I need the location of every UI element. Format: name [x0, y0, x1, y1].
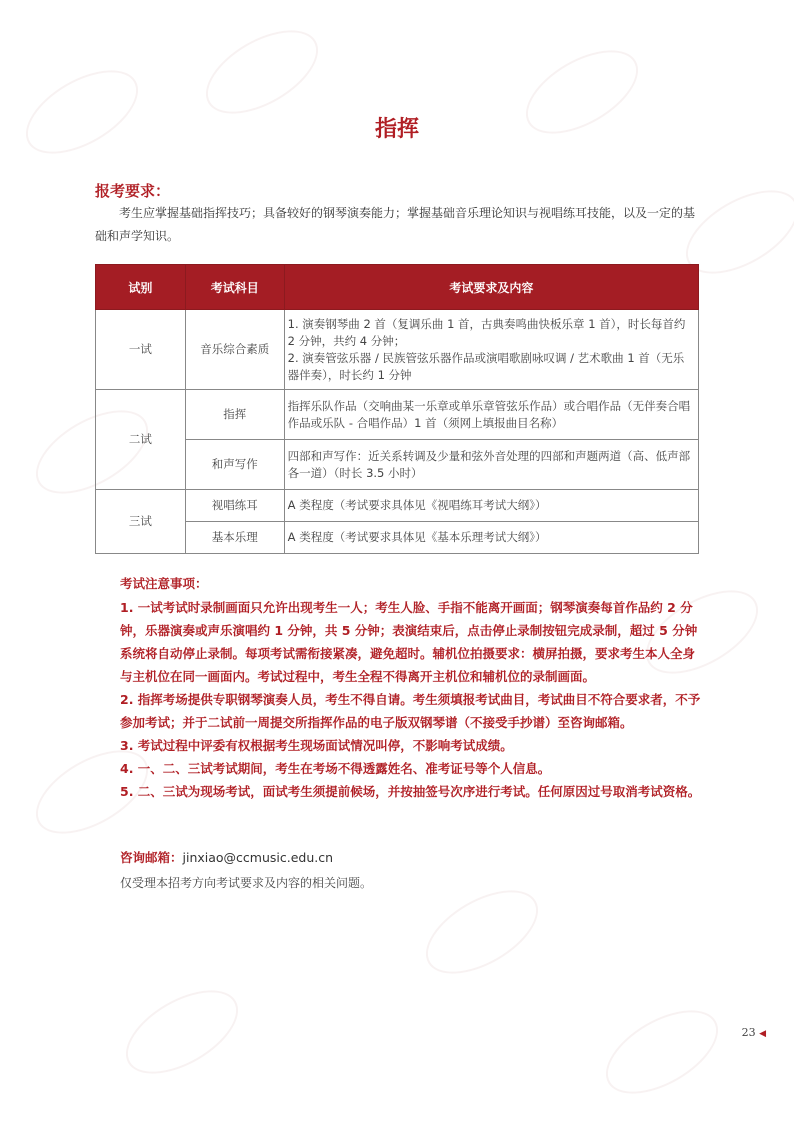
watermark-seal — [412, 873, 551, 990]
table-row — [96, 440, 699, 490]
contact-note: 仅受理本招考方向考试要求及内容的相关问题。 — [120, 876, 373, 890]
contact-line — [120, 848, 333, 866]
table-row — [96, 522, 699, 554]
note-item: 2. 指挥考场提供专职钢琴演奏人员，考生不得自请。考生须填报考试曲目，考试曲目不符合要求者，不予参加考试；并于二试前一周提交所指挥作品的电子版双钢琴谱（不接受手抄谱）至咨询邮箱。 — [120, 692, 701, 730]
contact-email[interactable]: jinxiao@ccmusic.edu.cn — [182, 850, 334, 865]
round3-label: 三试 — [96, 490, 186, 554]
note-item: 1. 一试考试时录制画面只允许出现考生一人；考生人脸、手指不能离开画面；钢琴演奏每首作品约 2 分钟，乐器演奏或声乐演唱约 1 分钟，共 5 分钟；表演结束后，点击停止录制按钮完成录制，超过 5 分钟系统将自动停止录制。每项考试需衔接紧凑，避免超时。辅机位拍摄要求：横屏拍摄，要求考生本人全身与主机位在同一画面内。考试过程中，考生全程不得离开主机位和辅机位的录制画面。 — [120, 600, 698, 684]
round2-subject-harmony: 和声写作 — [185, 440, 284, 490]
round3-content-theory: A 类程度（考试要求具体见《基本乐理考试大纲》） — [284, 522, 698, 554]
round2-content-harmony: 四部和声写作：近关系转调及少量和弦外音处理的四部和声题两道（高、低声部各一道）（时长 3.5 小时） — [284, 440, 698, 490]
contact-label: 咨询邮箱： — [120, 850, 183, 865]
round1-content — [284, 310, 698, 390]
requirements-text: 考生应掌握基础指挥技巧；具备较好的钢琴演奏能力；掌握基础音乐理论知识与视唱练耳技能，以及一定的基础和声学知识。 — [95, 206, 696, 243]
page-number — [742, 1026, 766, 1039]
exam-table — [95, 264, 699, 554]
round2-subject-conducting: 指挥 — [185, 390, 284, 440]
round1-content-item: 1. 演奏钢琴曲 2 首（复调乐曲 1 首，古典奏鸣曲快板乐章 1 首），时长每首约 2 分钟，共约 4 分钟； — [287, 316, 686, 348]
watermark-seal — [592, 993, 731, 1110]
header-round: 试别 — [96, 265, 186, 310]
note-item: 3. 考试过程中评委有权根据考生现场面试情况叫停，不影响考试成绩。 — [120, 738, 513, 753]
notes-list — [120, 596, 702, 803]
notes-heading: 考试注意事项： — [120, 576, 208, 591]
round2-label: 二试 — [96, 390, 186, 490]
round3-subject-solfeggio: 视唱练耳 — [185, 490, 284, 522]
page-number-text: 23 — [741, 1026, 756, 1039]
table-row — [96, 490, 699, 522]
round1-subject: 音乐综合素质 — [185, 310, 284, 390]
requirements-heading: 报考要求： — [95, 182, 171, 200]
round2-content-conducting: 指挥乐队作品（交响曲某一乐章或单乐章管弦乐作品）或合唱作品（无伴奏合唱作品或乐队 - 合唱作品）1 首（须网上填报曲目名称） — [284, 390, 698, 440]
round1-content-item: 2. 演奏管弦乐器 / 民族管弦乐器作品或演唱歌剧咏叹调 / 艺术歌曲 1 首（无乐器伴奏），时长约 1 分钟 — [287, 350, 685, 382]
header-content: 考试要求及内容 — [284, 265, 698, 310]
watermark-seal — [112, 973, 251, 1090]
table-header-row — [96, 265, 699, 310]
table-row — [96, 390, 699, 440]
note-item: 5. 二、三试为现场考试，面试考生须提前候场，并按抽签号次序进行考试。任何原因过号取消考试资格。 — [120, 784, 701, 799]
note-item: 4. 一、二、三试考试期间，考生在考场不得透露姓名、准考证号等个人信息。 — [120, 761, 551, 776]
round3-subject-theory: 基本乐理 — [185, 522, 284, 554]
page-title: 指挥 — [374, 117, 419, 142]
header-subject: 考试科目 — [185, 265, 284, 310]
table-row — [96, 310, 699, 390]
round3-content-solfeggio: A 类程度（考试要求具体见《视唱练耳考试大纲》） — [284, 490, 698, 522]
triangle-left-icon: ◀ — [759, 1029, 766, 1039]
round1-label: 一试 — [96, 310, 186, 390]
